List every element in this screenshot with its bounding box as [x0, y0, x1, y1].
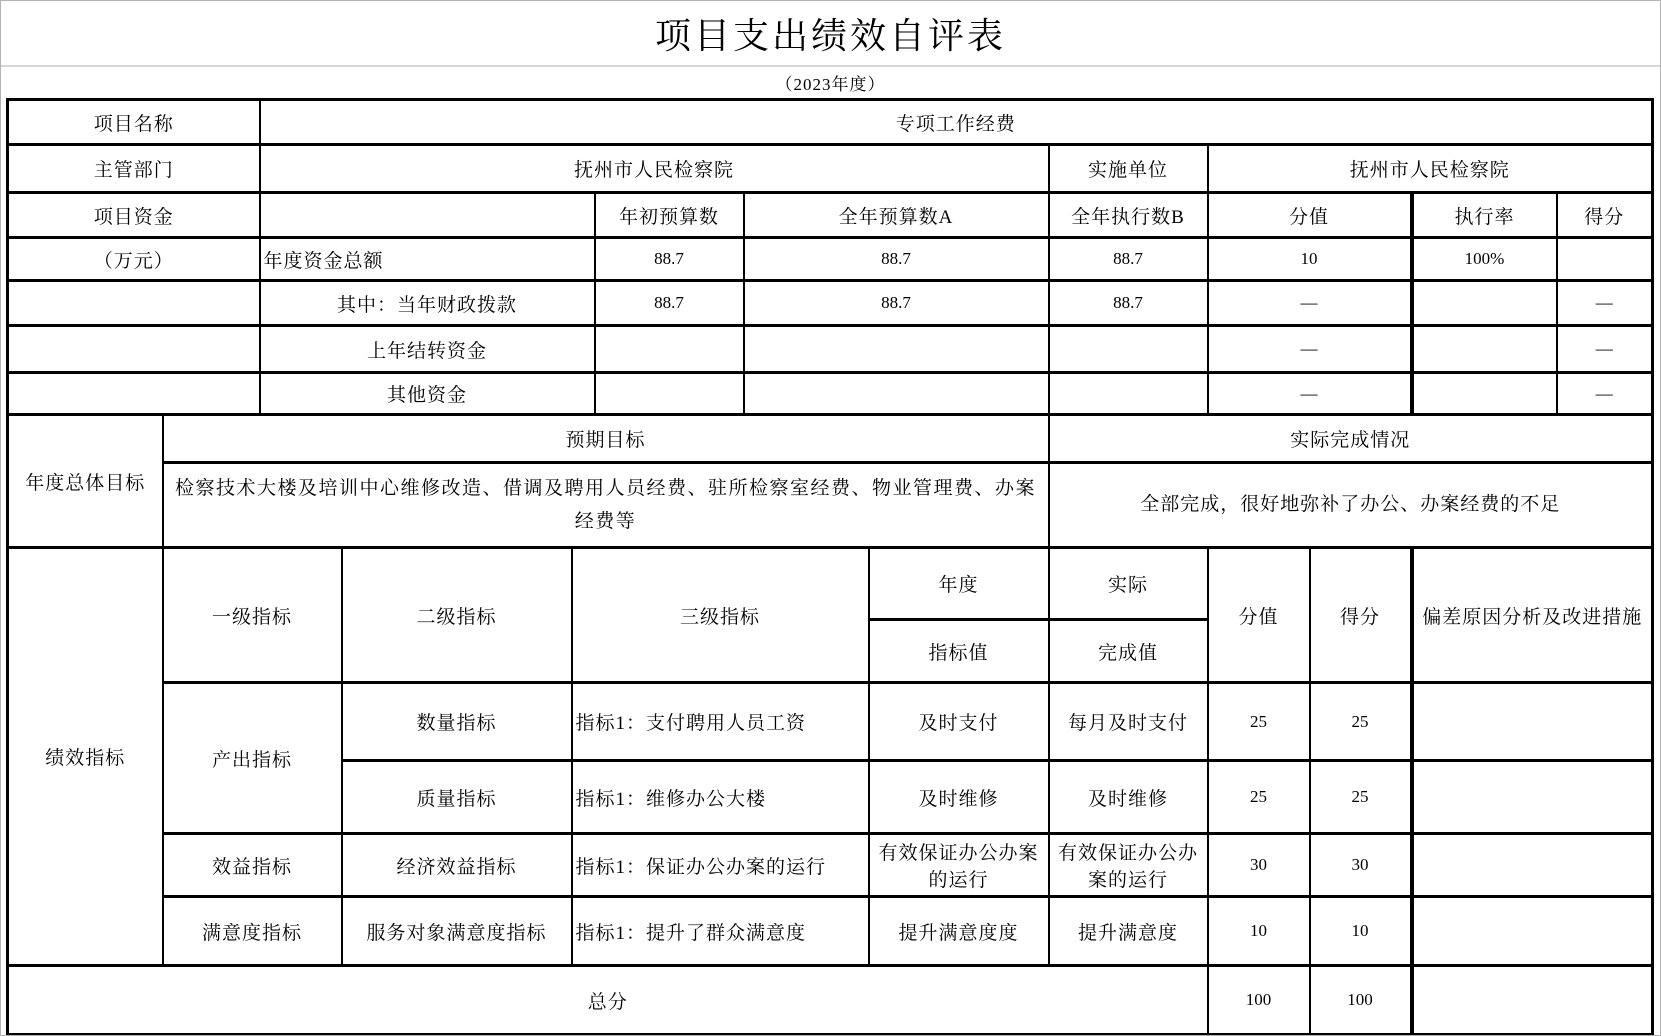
perf-annual-value: 提升满意度度	[869, 897, 1049, 966]
funding-score-value: —	[1557, 281, 1653, 326]
perf-level1-cell: 满意度指标	[163, 897, 342, 966]
dept-value: 抚州市人民检察院	[260, 145, 1049, 193]
perf-actual-value: 有效保证办公办案的运行	[1049, 834, 1208, 897]
funding-execution-value	[1049, 326, 1208, 373]
page-title: 项目支出绩效自评表	[1, 1, 1660, 67]
perf-level2-cell: 经济效益指标	[342, 834, 572, 897]
actual-completion-content: 全部完成，很好地弥补了办公、办案经费的不足	[1049, 463, 1653, 548]
perf-level1-cell: 效益指标	[163, 834, 342, 897]
table-row	[8, 238, 1653, 281]
funding-initial-value: 88.7	[595, 238, 744, 281]
perf-score-value: 30	[1310, 834, 1412, 897]
funding-score-value: —	[1557, 373, 1653, 415]
perf-header-annual-bottom: 指标值	[869, 620, 1049, 683]
funding-section-label-2: （万元）	[8, 238, 260, 281]
perf-deviation-cell	[1412, 683, 1653, 761]
performance-section-label: 绩效指标	[8, 548, 163, 966]
perf-deviation-cell	[1412, 834, 1653, 897]
funding-section-label-1: 项目资金	[8, 193, 260, 238]
funding-rate-value: 100%	[1412, 238, 1557, 281]
funding-header-execution-rate: 执行率	[1412, 193, 1557, 238]
perf-weight-value: 25	[1208, 683, 1310, 761]
project-name-label: 项目名称	[8, 100, 260, 145]
funding-execution-value	[1049, 373, 1208, 415]
table-row	[8, 326, 1653, 373]
funding-execution-value: 88.7	[1049, 238, 1208, 281]
perf-weight-value: 25	[1208, 761, 1310, 834]
perf-score-value: 10	[1310, 897, 1412, 966]
total-weight-value: 100	[1208, 966, 1310, 1035]
perf-level2-cell: 服务对象满意度指标	[342, 897, 572, 966]
annual-goal-section-label: 年度总体目标	[8, 415, 163, 548]
perf-level2-cell: 质量指标	[342, 761, 572, 834]
perf-deviation-cell	[1412, 761, 1653, 834]
funding-header-score: 得分	[1557, 193, 1653, 238]
funding-header-annual-execution: 全年执行数B	[1049, 193, 1208, 238]
total-score-value: 100	[1310, 966, 1412, 1035]
funding-row-label: 上年结转资金	[260, 326, 595, 373]
perf-header-annual-top: 年度	[869, 548, 1049, 620]
funding-initial-value	[595, 326, 744, 373]
table-row	[8, 193, 1653, 238]
table-row	[8, 145, 1653, 193]
expected-goal-header: 预期目标	[163, 415, 1049, 463]
perf-level3-cell: 指标1：支付聘用人员工资	[572, 683, 869, 761]
perf-annual-value: 有效保证办公办案的运行	[869, 834, 1049, 897]
funding-row-label: 年度资金总额	[260, 238, 595, 281]
funding-initial-value: 88.7	[595, 281, 744, 326]
funding-row-label: 其中：当年财政拨款	[260, 281, 595, 326]
perf-weight-value: 10	[1208, 897, 1310, 966]
table-row	[8, 100, 1653, 145]
perf-actual-value: 提升满意度	[1049, 897, 1208, 966]
funding-weight-value: —	[1208, 326, 1412, 373]
table-row	[8, 281, 1653, 326]
evaluation-table	[6, 98, 1654, 1036]
perf-annual-value: 及时维修	[869, 761, 1049, 834]
funding-header-annual-budget: 全年预算数A	[744, 193, 1049, 238]
perf-level3-cell: 指标1：保证办公办案的运行	[572, 834, 869, 897]
perf-header-actual-bottom: 完成值	[1049, 620, 1208, 683]
perf-weight-value: 30	[1208, 834, 1310, 897]
perf-header-level3: 三级指标	[572, 548, 869, 683]
perf-actual-value: 每月及时支付	[1049, 683, 1208, 761]
total-score-label: 总分	[8, 966, 1208, 1035]
perf-annual-value: 及时支付	[869, 683, 1049, 761]
funding-budget-value	[744, 326, 1049, 373]
perf-deviation-cell	[1412, 897, 1653, 966]
funding-budget-value: 88.7	[744, 238, 1049, 281]
table-row	[8, 966, 1653, 1035]
table-row	[8, 373, 1653, 415]
perf-header-level1: 一级指标	[163, 548, 342, 683]
perf-score-value: 25	[1310, 761, 1412, 834]
perf-score-value: 25	[1310, 683, 1412, 761]
funding-score-value	[1557, 238, 1653, 281]
funding-rate-value	[1412, 373, 1557, 415]
table-row	[8, 683, 1653, 761]
table-row	[8, 834, 1653, 897]
perf-header-weight: 分值	[1208, 548, 1310, 683]
funding-rate-value	[1412, 326, 1557, 373]
project-name-value: 专项工作经费	[260, 100, 1653, 145]
table-row	[8, 463, 1653, 548]
table-row	[8, 415, 1653, 463]
funding-blank-cell	[8, 281, 260, 326]
funding-weight-value: —	[1208, 281, 1412, 326]
perf-level1-cell: 产出指标	[163, 683, 342, 834]
funding-initial-value	[595, 373, 744, 415]
funding-blank-cell	[260, 193, 595, 238]
dept-label: 主管部门	[8, 145, 260, 193]
funding-execution-value: 88.7	[1049, 281, 1208, 326]
table-row	[8, 897, 1653, 966]
perf-level3-cell: 指标1：维修办公大楼	[572, 761, 869, 834]
funding-header-initial-budget: 年初预算数	[595, 193, 744, 238]
actual-completion-header: 实际完成情况	[1049, 415, 1653, 463]
funding-blank-cell	[8, 326, 260, 373]
funding-header-weight: 分值	[1208, 193, 1412, 238]
page-subtitle: （2023年度）	[775, 75, 886, 94]
funding-budget-value: 88.7	[744, 281, 1049, 326]
funding-rate-value	[1412, 281, 1557, 326]
funding-blank-cell	[8, 373, 260, 415]
impl-unit-value: 抚州市人民检察院	[1208, 145, 1653, 193]
perf-header-actual-top: 实际	[1049, 548, 1208, 620]
expected-goal-content: 检察技术大楼及培训中心维修改造、借调及聘用人员经费、驻所检察室经费、物业管理费、办案经费等	[163, 463, 1049, 548]
perf-header-level2: 二级指标	[342, 548, 572, 683]
funding-budget-value	[744, 373, 1049, 415]
impl-unit-label: 实施单位	[1049, 145, 1208, 193]
perf-level3-cell: 指标1：提升了群众满意度	[572, 897, 869, 966]
perf-header-score: 得分	[1310, 548, 1412, 683]
table-row	[8, 548, 1653, 620]
perf-actual-value: 及时维修	[1049, 761, 1208, 834]
funding-weight-value: 10	[1208, 238, 1412, 281]
perf-level2-cell: 数量指标	[342, 683, 572, 761]
funding-row-label: 其他资金	[260, 373, 595, 415]
funding-score-value: —	[1557, 326, 1653, 373]
perf-header-deviation: 偏差原因分析及改进措施	[1412, 548, 1653, 683]
funding-weight-value: —	[1208, 373, 1412, 415]
total-deviation-cell	[1412, 966, 1653, 1035]
